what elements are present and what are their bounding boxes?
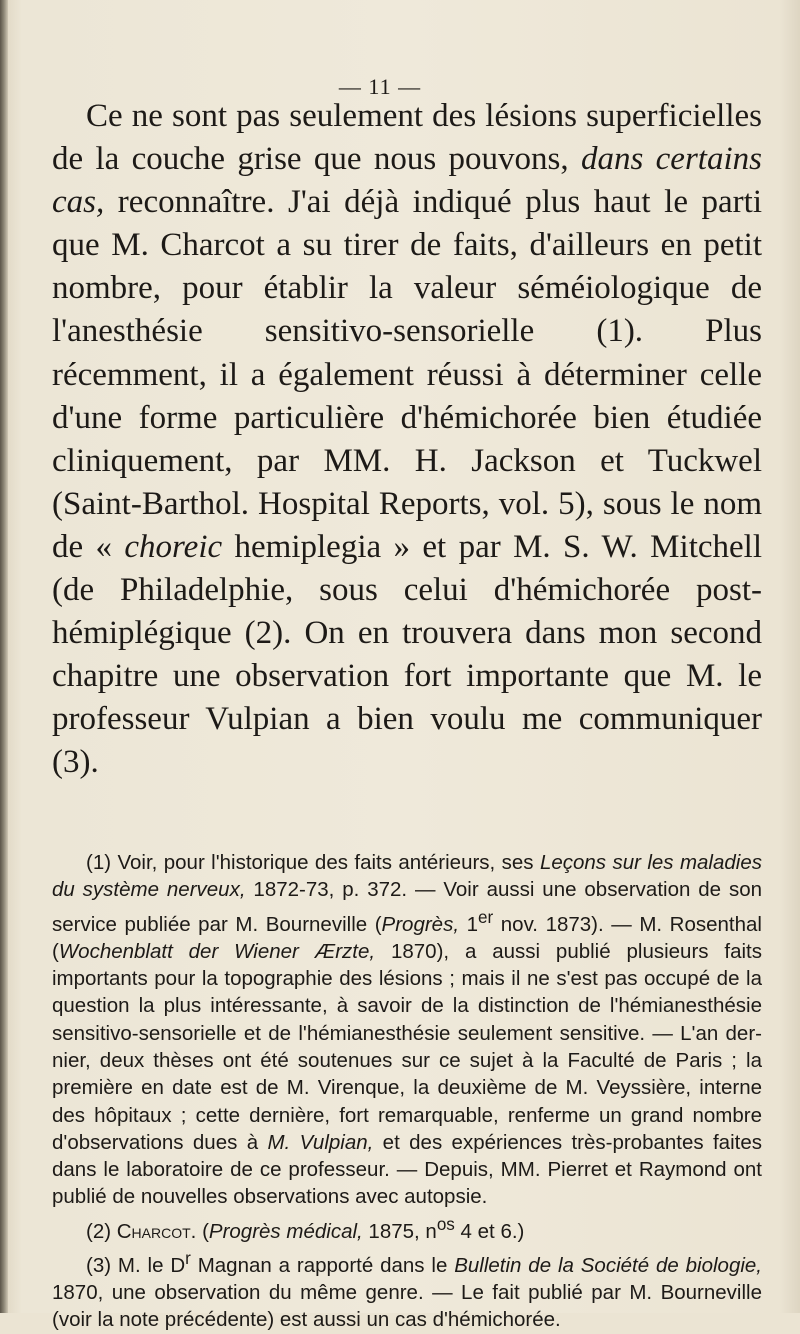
main-paragraph-text-2: reconnaître. J'ai déjà indiqué plus haut le parti que M. Charcot a su tirer de faits, d'ailleurs en petit nombre, pour établir la valeur séméiologique de l'anesthésie sensitivo-sensorielle (1). Plus récemment, il a également réussi à déterminer celle d'une forme particulière d'hémichorée bien étudiée cliniquement, par MM. H. Jackson et Tuckwel (Saint-Barthol. Hospital Reports, vol. 5), sous le nom de « bbox=[52, 184, 762, 565]
main-paragraph-text-1: Ce ne sont pas seulement des lésions superficielles de la couche grise que nous pouvons, bbox=[52, 98, 762, 178]
footnote-1-italic-a: Leçons sur les maladies du système nerveux, bbox=[52, 851, 762, 902]
footnote-2-superscript: os bbox=[436, 1214, 455, 1234]
footnote-2-text-a: (2) bbox=[86, 1219, 117, 1243]
footnote-2 bbox=[52, 1211, 762, 1245]
footnote-3-text-a: (3) M. le D bbox=[86, 1253, 186, 1277]
page-number: — 11 — bbox=[338, 74, 422, 99]
footnote-1-superscript: er bbox=[478, 907, 494, 927]
footnote-1-italic-b: Progrès, bbox=[381, 912, 460, 936]
footnote-1-text-f: et des expériences très-probantes faites dans le laboratoire de ce professeur. — Depuis, MM. Pierret et Raymond ont publié de nouvelles observations avec autopsie. bbox=[52, 1130, 762, 1209]
footnote-2-text-b: ( bbox=[196, 1219, 209, 1243]
footnote-1-italic-d: M. Vulpian, bbox=[267, 1130, 374, 1154]
footnote-2-text-c: 1875, n bbox=[362, 1219, 437, 1243]
footnote-1-text-c: 1 bbox=[459, 912, 479, 936]
footnote-1 bbox=[52, 849, 762, 1211]
footnote-3-italic: Bulletin de la Société de biologie, bbox=[454, 1253, 762, 1277]
main-paragraph-italic-1: dans certains cas, bbox=[52, 141, 762, 221]
footnote-2-author: Charcot. bbox=[116, 1219, 197, 1243]
main-paragraph bbox=[52, 95, 762, 785]
footnotes bbox=[52, 849, 762, 1334]
footnote-1-text-d: nov. 1873). — M. Rosenthal ( bbox=[52, 912, 762, 963]
main-paragraph-text-3: hemiplegia » et par M. S. W. Mitchell (de Philadelphie, sous celui d'hémichorée post-hémiplégique (2). On en trouvera dans mon second chapitre une observation fort importante que M. le professeur Vulpian a bien voulu me communiquer (3). bbox=[52, 528, 762, 781]
footnote-2-italic: Progrès médical, bbox=[208, 1219, 363, 1243]
footnote-3-superscript: r bbox=[185, 1248, 191, 1268]
footnote-1-text-b: 1872-73, p. 372. — Voir aussi une observation de son service publiée par M. Bourneville ( bbox=[52, 878, 762, 936]
footnote-1-text-a: (1) Voir, pour l'historique des faits antérieurs, ses bbox=[86, 851, 540, 874]
footnote-1-italic-c: Wochenblatt der Wiener Ærzte, bbox=[58, 939, 376, 963]
footnote-3-text-b: Magnan a rapporté dans le bbox=[190, 1253, 455, 1277]
page-binding-edge bbox=[0, 0, 8, 1313]
footnote-3 bbox=[52, 1245, 762, 1334]
footnote-3-text-c: 1870, une observation du même genre. — Le fait publié par M. Bourneville (voir la note précédente) est aussi un cas d'hémichorée. bbox=[52, 1280, 762, 1332]
footnote-1-text-e: 1870), a aussi publié plusieurs faits importants pour la topographie des lésions ; mais il ne s'est pas occupé de la question la plus intéressante, à savoir de la distinction de l'hémianesthésie sensitivo-sensorielle et de l'hémianesthésie seulement sensitive. — L'an dernier, deux thèses ont été soutenues sur ce sujet à la Faculté de Paris ; la première en date est de M. Virenque, la deuxième de M. Veyssière, interne des hôpitaux ; cette dernière, fort remarquable, renferme un grand nombre d'observations dues à bbox=[52, 939, 762, 1154]
footnote-2-text-d: 4 et 6.) bbox=[454, 1219, 525, 1243]
main-paragraph-italic-2: choreic bbox=[124, 528, 223, 565]
